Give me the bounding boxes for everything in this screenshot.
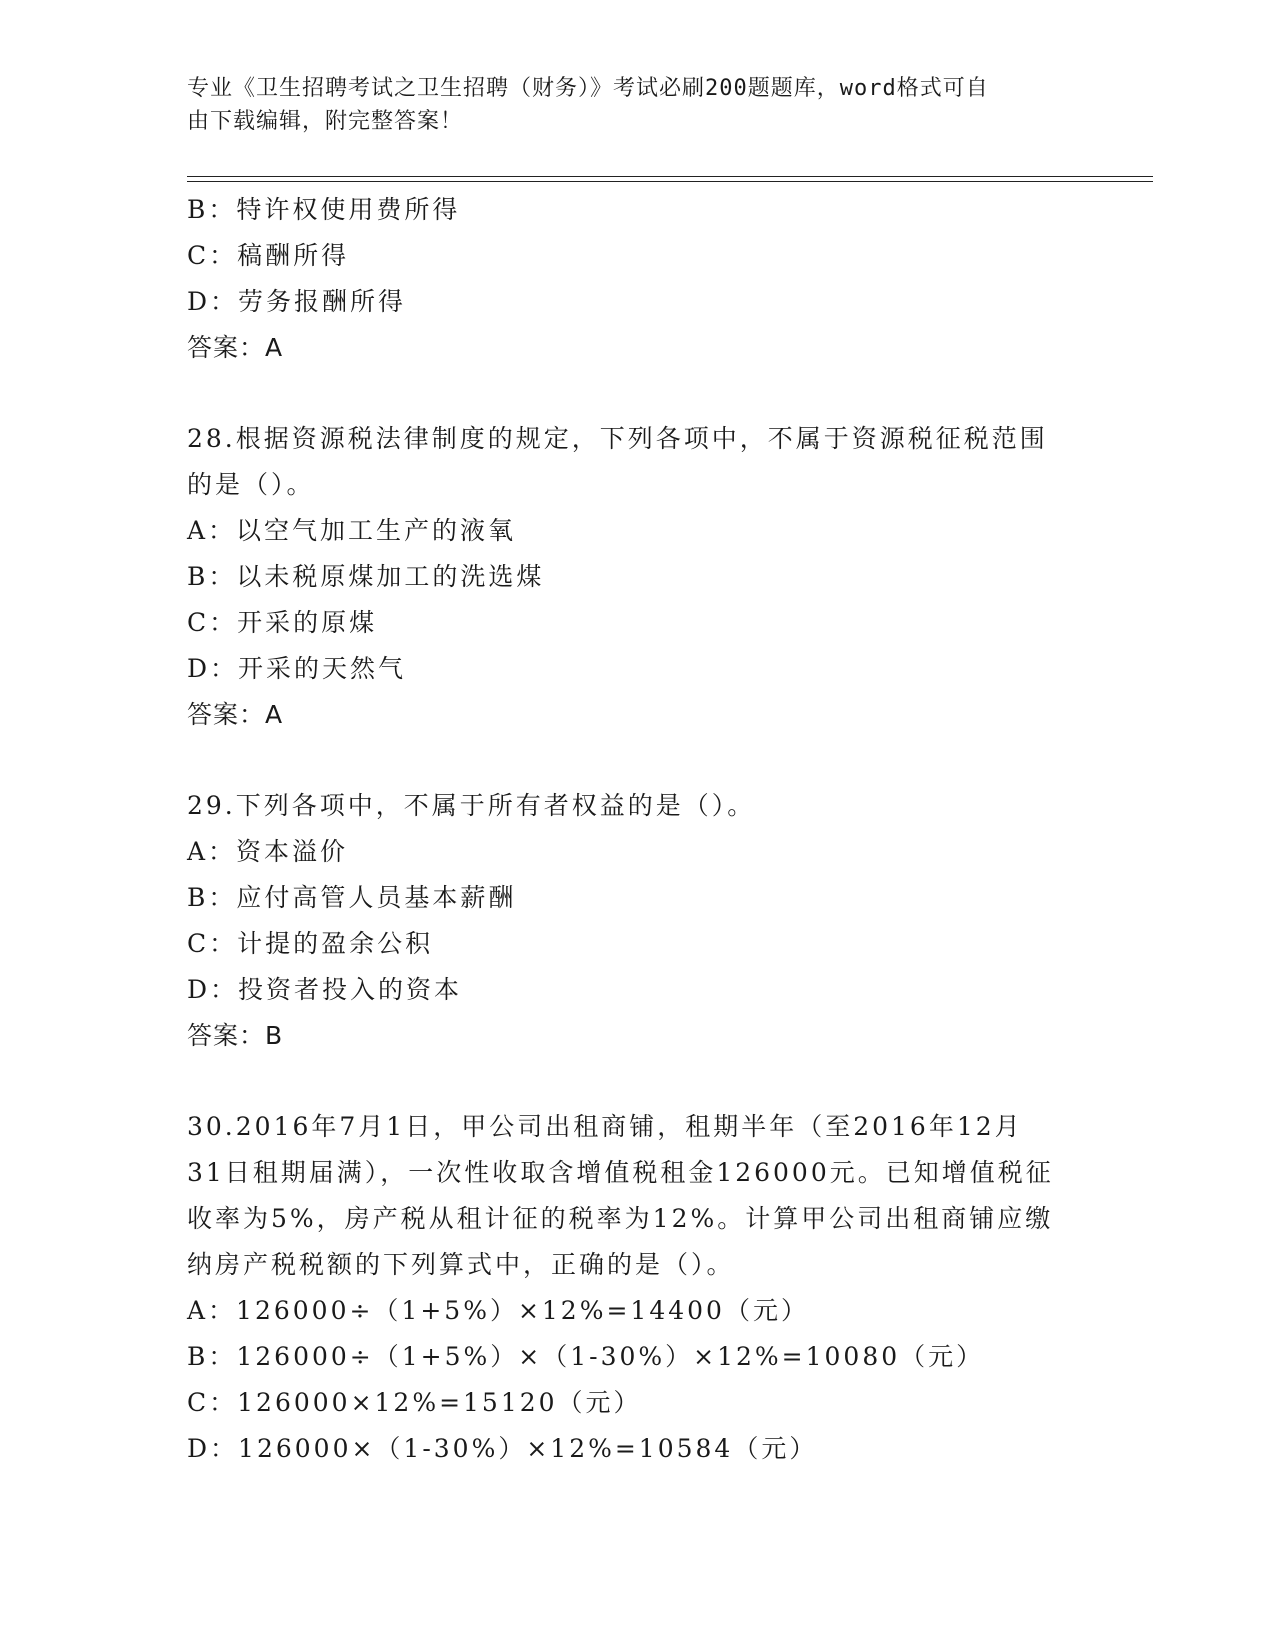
answer: 答案：A <box>187 333 284 362</box>
option-c: C：计提的盈余公积 <box>187 929 434 958</box>
header-line-1: 专业《卫生招聘考试之卫生招聘（财务）》考试必刷200题题库，word格式可自 <box>187 76 989 101</box>
option-a: A：126000÷（1+5%）×12%=14400（元） <box>187 1296 809 1325</box>
question-body <box>187 187 1087 1472</box>
option-c: C：开采的原煤 <box>187 608 378 637</box>
option-d: D：投资者投入的资本 <box>187 975 463 1004</box>
option-c: C：稿酬所得 <box>187 241 350 270</box>
question-text: 30.2016年7月1日，甲公司出租商铺，租期半年（至2016年12月 <box>187 1112 1023 1141</box>
document-header <box>187 72 1067 138</box>
answer: 答案：A <box>187 700 284 729</box>
option-d: D：劳务报酬所得 <box>187 287 407 316</box>
question-text: 收率为5%，房产税从租计征的税率为12%。计算甲公司出租商铺应缴 <box>187 1204 1054 1233</box>
option-b: B：126000÷（1+5%）×（1-30%）×12%=10080（元） <box>187 1342 985 1371</box>
option-c: C：126000×12%=15120（元） <box>187 1388 642 1417</box>
option-a: A：资本溢价 <box>187 837 349 866</box>
question-28 <box>187 416 1087 738</box>
option-b: B：以未税原煤加工的洗选煤 <box>187 562 545 591</box>
question-30 <box>187 1104 1087 1472</box>
question-27 <box>187 187 1087 371</box>
option-d: D：开采的天然气 <box>187 654 407 683</box>
header-line-2: 由下载编辑，附完整答案！ <box>187 109 464 134</box>
option-b: B：特许权使用费所得 <box>187 195 461 224</box>
question-text: 的是（）。 <box>187 470 315 499</box>
question-text: 28.根据资源税法律制度的规定，下列各项中，不属于资源税征税范围 <box>187 424 1048 453</box>
header-divider-top <box>187 176 1153 177</box>
header-divider-bottom <box>187 181 1153 182</box>
question-text: 31日租期届满），一次性收取含增值税租金126000元。已知增值税征 <box>187 1158 1054 1187</box>
option-b: B：应付高管人员基本薪酬 <box>187 883 517 912</box>
question-29 <box>187 783 1087 1059</box>
option-a: A：以空气加工生产的液氧 <box>187 516 517 545</box>
question-text: 纳房产税税额的下列算式中，正确的是（）。 <box>187 1250 735 1279</box>
answer: 答案：B <box>187 1021 284 1050</box>
option-d: D：126000×（1-30%）×12%=10584（元） <box>187 1434 818 1463</box>
question-text: 29.下列各项中，不属于所有者权益的是（）。 <box>187 791 756 820</box>
